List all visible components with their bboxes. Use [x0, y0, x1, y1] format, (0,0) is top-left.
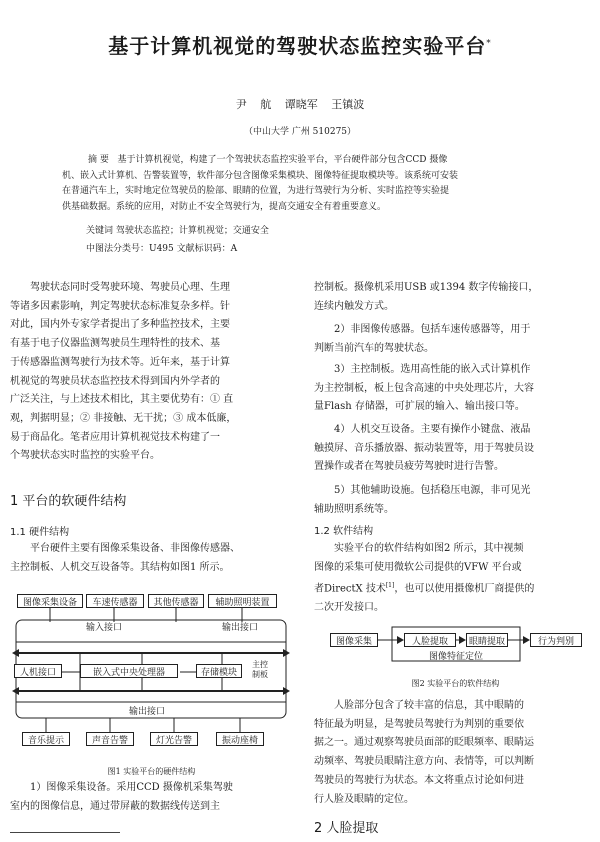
fig1-storage-box: 存储模块 — [196, 664, 242, 678]
title-footnote-mark: * — [486, 38, 492, 49]
camera-paragraph: 1）图像采集设备。采用CCD 摄像机采集驾驶 室内的图像信息，通过带屏蔽的数据线传送到主 — [10, 782, 233, 812]
fig1-cpu-box: 嵌入式中央处理器 — [80, 664, 178, 678]
fig1-other-sensor-box: 其他传感器 — [148, 594, 204, 608]
paper-title: 基于计算机视觉的驾驶状态监控实验平台* — [108, 34, 492, 58]
fig1-output-interface: 输出接口 — [128, 707, 165, 717]
item-5-paragraph: 5）其他辅助设施。包括稳压电源，非可见光 辅助照明系统等。 — [314, 485, 531, 515]
software-paragraph: 实验平台的软件结构如图2 所示，其中视频 图像的采集可使用微软公司提供的VFW 平台或 者DirectX 技术[1]，也可以使用摄像机厂商提供的 二次开发接口。 — [314, 543, 535, 614]
hardware-paragraph: 平台硬件主要有图像采集设备、非图像传感器、 主控制板、人机交互设备等。其结构如图1 所示。 — [10, 543, 240, 573]
fig2-capture-box: 图像采集 — [330, 633, 378, 647]
fig1-vibrate-seat-box: 振动座椅 — [216, 732, 264, 746]
affiliation: （中山大学 广州 510275） — [243, 127, 357, 137]
fig1-speed-sensor-box: 车速传感器 — [86, 594, 144, 608]
intro-text: 驾驶状态同时受驾驶环境、驾驶员心理、生理 等诸多因素影响，判定驾驶状态标准复杂多样。针 对此，国内外专家学者提出了多种监控技术，主要 有基于电子仪器监测驾驶员生理特性的技术、基 于传感器监测驾驶行为技术等。近年来，基于计算 机视觉的驾驶员状态监控技术得到国内外学者的 广泛关注，与上述技术相比，其主要优势有：① 直 观，判据明显；② 非接触、无干扰；③ 成本低廉， 易于商品化。笔者应用计算机视觉技术构建了一 个驾驶状态实时监控的实验平台。 — [10, 282, 237, 462]
section-2-heading: 2 人脸提取 — [314, 821, 379, 836]
footnote-rule — [10, 832, 120, 833]
fig1-hmi-box: 人机接口 — [14, 664, 62, 678]
abstract-label: 摘 要 — [88, 155, 109, 165]
fig1-lighting-box: 辅助照明装置 — [208, 594, 277, 608]
section-1-heading: 1 平台的软硬件结构 — [10, 494, 127, 509]
fig1-light-alarm-box: 灯光告警 — [150, 732, 198, 746]
figure-2-caption: 图2 实验平台的软件结构 — [411, 679, 500, 688]
classification: 中图法分类号：U495 文献标识码：A — [86, 244, 238, 254]
item-2-paragraph: 2）非图像传感器。包括车速传感器等，用于 判断当前汽车的驾驶状态。 — [314, 324, 531, 354]
face-paragraph: 人脸部分包含了较丰富的信息，其中眼睛的 特征最为明显，是驾驶员驾驶行为判别的重要依 据之一。通过观察驾驶员面部的眨眼频率、眼睛运 动频率、驾驶员眼睛注意方向、表情等，可以判断 驾驶员的驾驶行为状态。本文将重点讨论如何进 行人脸及眼睛的定位。 — [314, 700, 534, 805]
citation-1: [1] — [385, 582, 395, 590]
fig2-behavior-box: 行为判别 — [530, 633, 582, 647]
fig1-sound-alarm-box: 声音告警 — [86, 732, 134, 746]
fig1-board-label: 主控制板 — [252, 660, 268, 679]
right-top-text: 控制板。摄像机采用USB 或1394 数字传输接口， 连续内触发方式。 — [314, 282, 539, 312]
authors: 尹 航 谭晓军 王镇波 — [235, 98, 365, 111]
fig2-group-label: 图像特征定位 — [428, 652, 483, 662]
fig1-output-interface-top: 输出接口 — [221, 623, 258, 633]
fig1-input-interface: 输入接口 — [85, 623, 122, 633]
fig2-eye-box: 眼睛提取 — [466, 633, 508, 647]
fig2-face-box: 人脸提取 — [404, 633, 456, 647]
fig1-music-box: 音乐提示 — [22, 732, 70, 746]
item-3-paragraph: 3）主控制板。选用高性能的嵌入式计算机作 为主控制板，板上包含高速的中央处理芯片，大容 量Flash 存储器，可扩展的输入、输出接口等。 — [314, 364, 534, 413]
figure-1-caption: 图1 实验平台的硬件结构 — [107, 767, 196, 776]
keywords: 关键词 驾驶状态监控；计算机视觉；交通安全 — [86, 226, 269, 236]
fig1-camera-box: 图像采集设备 — [17, 594, 83, 608]
abstract: 摘 要 基于计算机视觉，构建了一个驾驶状态监控实验平台，平台硬件部分包含CCD 摄像 机、嵌入式计算机、告警装置等，软件部分包含图像采集模块、图像特征提取模块等。该系统可安装 在普通汽车上，实时地定位驾驶员的脸部、眼睛的位置，为进行驾驶行为分析、实时监控等实验提 供基础数据。系统的应用，对防止不安全驾驶行为，提高交通安全有着重要意义。 — [62, 155, 459, 212]
section-1-2-heading: 1.2 软件结构 — [314, 526, 374, 537]
section-1-1-heading: 1.1 硬件结构 — [10, 527, 70, 538]
item-4-paragraph: 4）人机交互设备。主要有操作小键盘、液晶 触摸屏、音乐播放器、振动装置等，用于驾驶员设 置操作或者在驾驶员疲劳驾驶时进行告警。 — [314, 424, 534, 473]
